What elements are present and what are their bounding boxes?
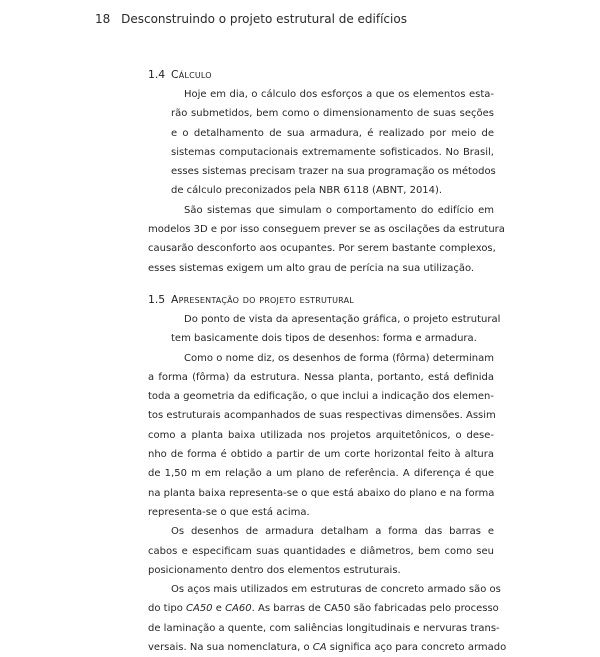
paragraph-line: cabos e especificam suas quantidades e diâmetros, bem como seu: [148, 545, 494, 557]
paragraph-line: de cálculo preconizados pela NBR 6118 (ABNT, 2014).: [171, 185, 443, 197]
paragraph-line: [148, 599, 499, 618]
paragraph-line: de 1,50 m em relação a um plano de referência. A diferença é que: [148, 468, 494, 480]
page-number: 18: [95, 12, 111, 26]
paragraph-line: na planta baixa representa-se o que está abaixo do plano e na forma: [148, 487, 495, 499]
section-title: Cálculo: [171, 68, 212, 81]
paragraph-line: toda a geometria da edificação, o que inclui a indicação dos elemen-: [148, 391, 494, 403]
paragraph-line: de laminação a quente, com saliências longitudinais e nervuras trans-: [148, 622, 500, 634]
paragraph-line: rão submetidos, bem como o dimensionamento de suas seções: [171, 108, 494, 120]
paragraph-line: a forma (fôrma) da estrutura. Nessa planta, portanto, está definida: [148, 371, 494, 383]
text-run: e: [212, 603, 226, 615]
paragraph-line: Os aços mais utilizados em estruturas de concreto armado são os: [171, 584, 501, 596]
section-title: Apresentação do projeto estrutural: [171, 292, 354, 306]
running-title: Desconstruindo o projeto estrutural de edifícios: [121, 12, 407, 26]
text-run: significa aço para concreto armado: [326, 642, 507, 654]
paragraph-line: esses sistemas precisam trazer na sua programação os métodos: [171, 166, 496, 178]
section-number: 1.4: [148, 68, 166, 81]
paragraph-line: tem basicamente dois tipos de desenhos: forma e armadura.: [171, 333, 477, 345]
text-run: . As barras de CA50 são fabricadas pelo processo: [251, 603, 499, 615]
paragraph-line: causarão desconforto aos ocupantes. Por serem bastante complexos,: [148, 243, 496, 255]
paragraph-line: tos estruturais acompanhados de suas respectivas dimensões. Assim: [148, 410, 496, 422]
paragraph-line: Do ponto de vista da apresentação gráfica, o projeto estrutural: [184, 313, 501, 325]
section-body-apresentacao: [148, 310, 507, 657]
section-wrap-apresentacao: [148, 289, 494, 310]
text-run: versais. Na sua nomenclatura, o: [148, 642, 313, 654]
text-run: do tipo: [148, 603, 186, 615]
paragraph-line: esses sistemas exigem um alto grau de perícia na sua utilização.: [148, 262, 475, 274]
italic-term: CA50: [186, 603, 213, 615]
paragraph-line: posicionamento dentro dos elementos estruturais.: [148, 564, 401, 576]
italic-term: CA: [312, 642, 327, 654]
paragraph-line: Hoje em dia, o cálculo dos esforços a que os elementos esta-: [184, 89, 494, 100]
page-body: [148, 64, 507, 657]
section-heading-calculo: [148, 64, 494, 85]
running-header: [95, 12, 407, 26]
paragraph-line: São sistemas que simulam o comportamento do edifício em: [184, 204, 494, 216]
paragraph-line: Os desenhos de armadura detalham a forma das barras e: [171, 526, 494, 538]
paragraph-line: modelos 3D e por isso conseguem prever se as oscilações da estrutura: [148, 224, 505, 236]
section-heading-apresentacao: [148, 289, 494, 310]
paragraph-line: sistemas computacionais extremamente sofisticados. No Brasil,: [171, 146, 494, 158]
section-number: 1.5: [148, 292, 166, 306]
paragraph-line: representa-se o que está acima.: [148, 506, 310, 518]
section-body-calculo: [148, 85, 505, 278]
paragraph-line: como a planta baixa utilizada nos projetos arquitetônicos, o dese-: [148, 429, 494, 441]
paragraph-line: Como o nome diz, os desenhos de forma (fôrma) determinam: [184, 352, 494, 364]
paragraph-line: [148, 638, 507, 657]
italic-term: CA60: [225, 603, 252, 615]
paragraph-line: e o detalhamento de sua armadura, é realizado por meio de: [171, 127, 494, 139]
paragraph-line: nho de forma é obtido a partir de um corte horizontal feito à altura: [148, 449, 494, 461]
